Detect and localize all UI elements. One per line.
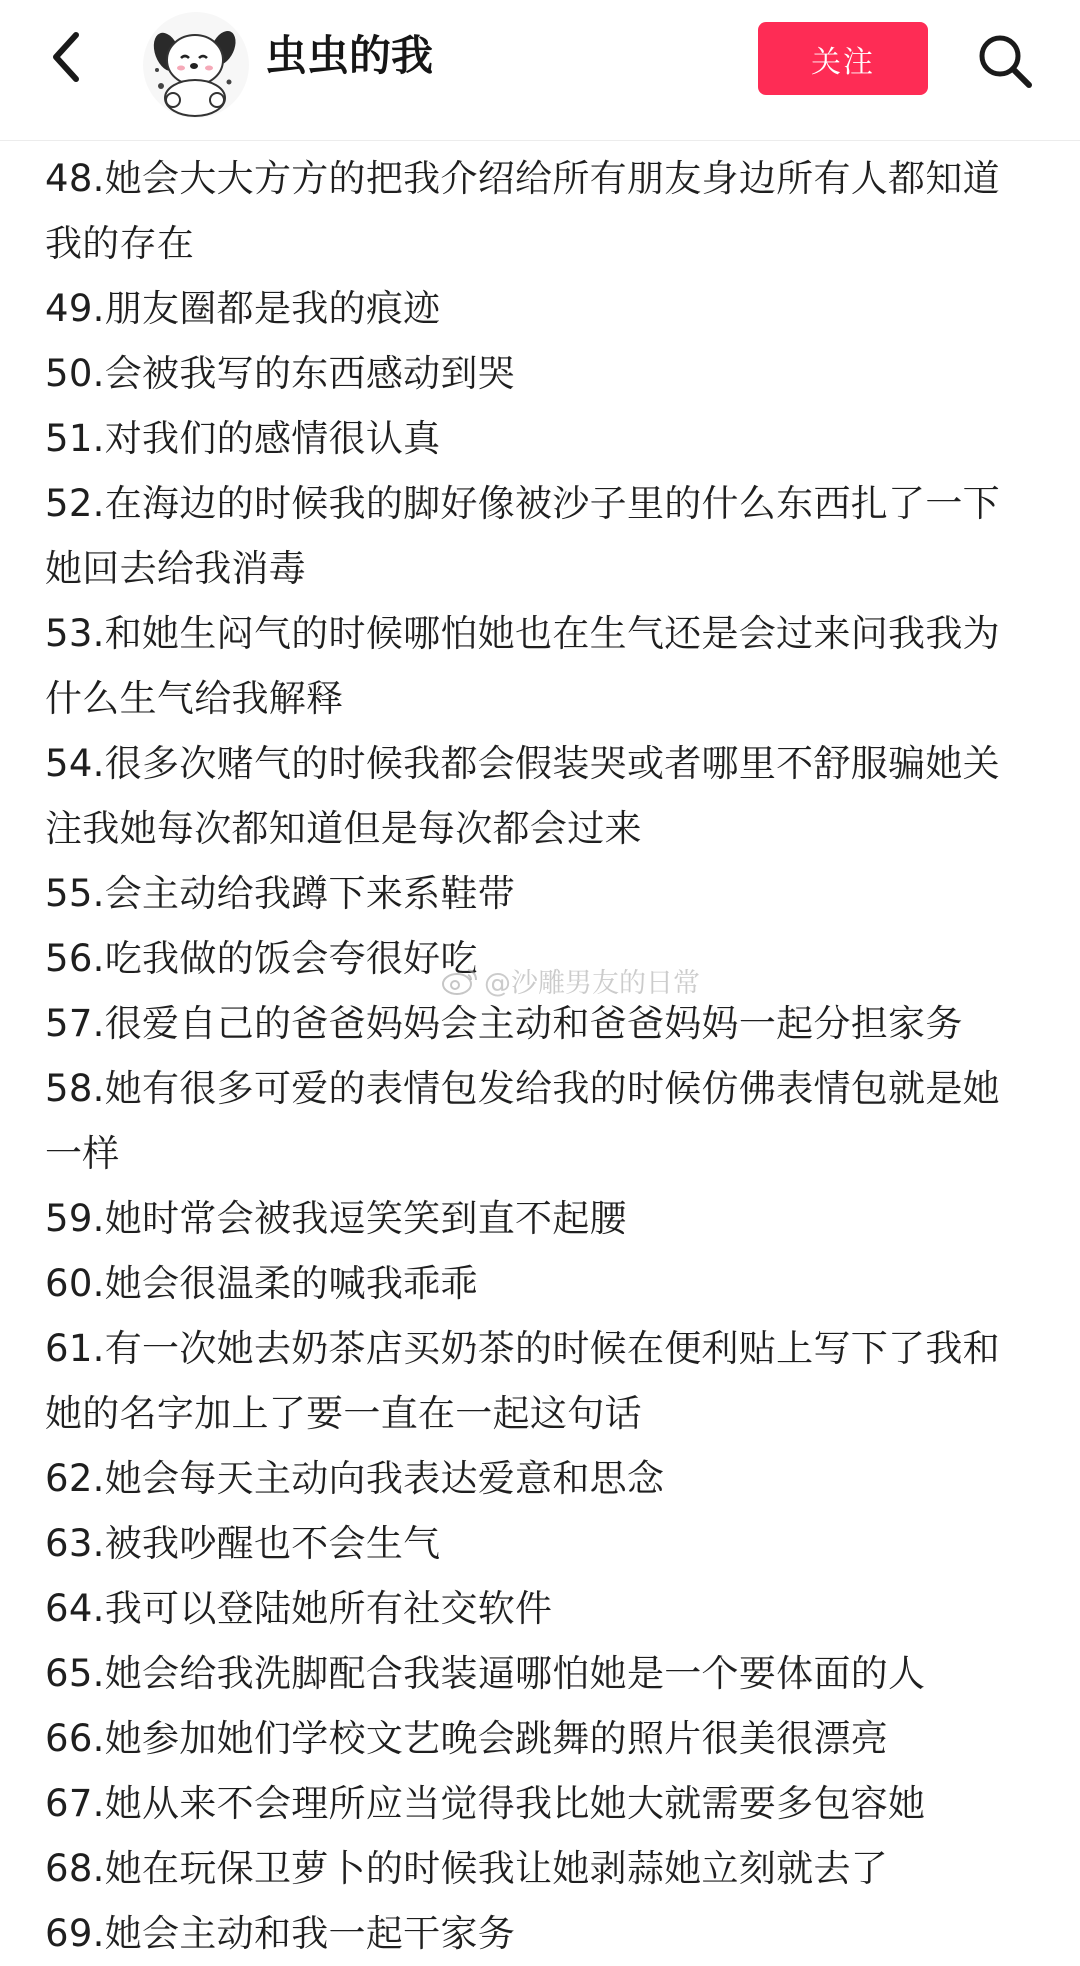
chevron-left-icon <box>46 29 86 85</box>
list-item: 49.朋友圈都是我的痕迹 <box>45 287 441 330</box>
follow-button[interactable]: 关注 <box>758 22 928 95</box>
list-item: 64.我可以登陆她所有社交软件 <box>45 1587 553 1630</box>
avatar[interactable] <box>143 12 249 118</box>
list-item: 60.她会很温柔的喊我乖乖 <box>45 1262 478 1305</box>
list-item: 56.吃我做的饭会夸很好吃 <box>45 937 478 980</box>
list-item: 65.她会给我洗脚配合我装逼哪怕她是一个要体面的人 <box>45 1652 926 1695</box>
list-item: 52.在海边的时候我的脚好像被沙子里的什么东西扎了一下她回去给我消毒 <box>45 482 1000 590</box>
list-item: 69.她会主动和我一起干家务 <box>45 1912 516 1955</box>
list-item: 50.会被我写的东西感动到哭 <box>45 352 516 395</box>
list-item: 63.被我吵醒也不会生气 <box>45 1522 441 1565</box>
top-bar <box>0 0 1080 141</box>
post-text-list <box>45 146 1035 1966</box>
list-item: 54.很多次赌气的时候我都会假装哭或者哪里不舒服骗她关注我她每次都知道但是每次都会过来 <box>45 742 1000 850</box>
list-item: 48.她会大大方方的把我介绍给所有朋友身边所有人都知道我的存在 <box>45 157 1000 265</box>
list-item: 58.她有很多可爱的表情包发给我的时候仿佛表情包就是她一样 <box>45 1067 1000 1175</box>
list-item: 61.有一次她去奶茶店买奶茶的时候在便利贴上写下了我和她的名字加上了要一直在一起这句话 <box>45 1327 1000 1435</box>
list-item: 68.她在玩保卫萝卜的时候我让她剥蒜她立刻就去了 <box>45 1847 889 1890</box>
list-item: 53.和她生闷气的时候哪怕她也在生气还是会过来问我我为什么生气给我解释 <box>45 612 1000 720</box>
username[interactable]: 虫虫的我 <box>265 31 434 80</box>
list-item: 51.对我们的感情很认真 <box>45 417 441 460</box>
search-button[interactable] <box>970 26 1040 96</box>
search-icon <box>976 32 1034 90</box>
back-button[interactable] <box>36 22 96 92</box>
watermark-text: @沙雕男友的日常 <box>484 967 700 999</box>
list-item: 55.会主动给我蹲下来系鞋带 <box>45 872 516 915</box>
list-item: 57.很爱自己的爸爸妈妈会主动和爸爸妈妈一起分担家务 <box>45 1002 963 1045</box>
list-item: 67.她从来不会理所应当觉得我比她大就需要多包容她 <box>45 1782 926 1825</box>
list-item: 62.她会每天主动向我表达爱意和思念 <box>45 1457 665 1500</box>
puppy-avatar-icon <box>143 12 249 118</box>
list-item: 59.她时常会被我逗笑笑到直不起腰 <box>45 1197 627 1240</box>
list-item: 66.她参加她们学校文艺晚会跳舞的照片很美很漂亮 <box>45 1717 889 1760</box>
